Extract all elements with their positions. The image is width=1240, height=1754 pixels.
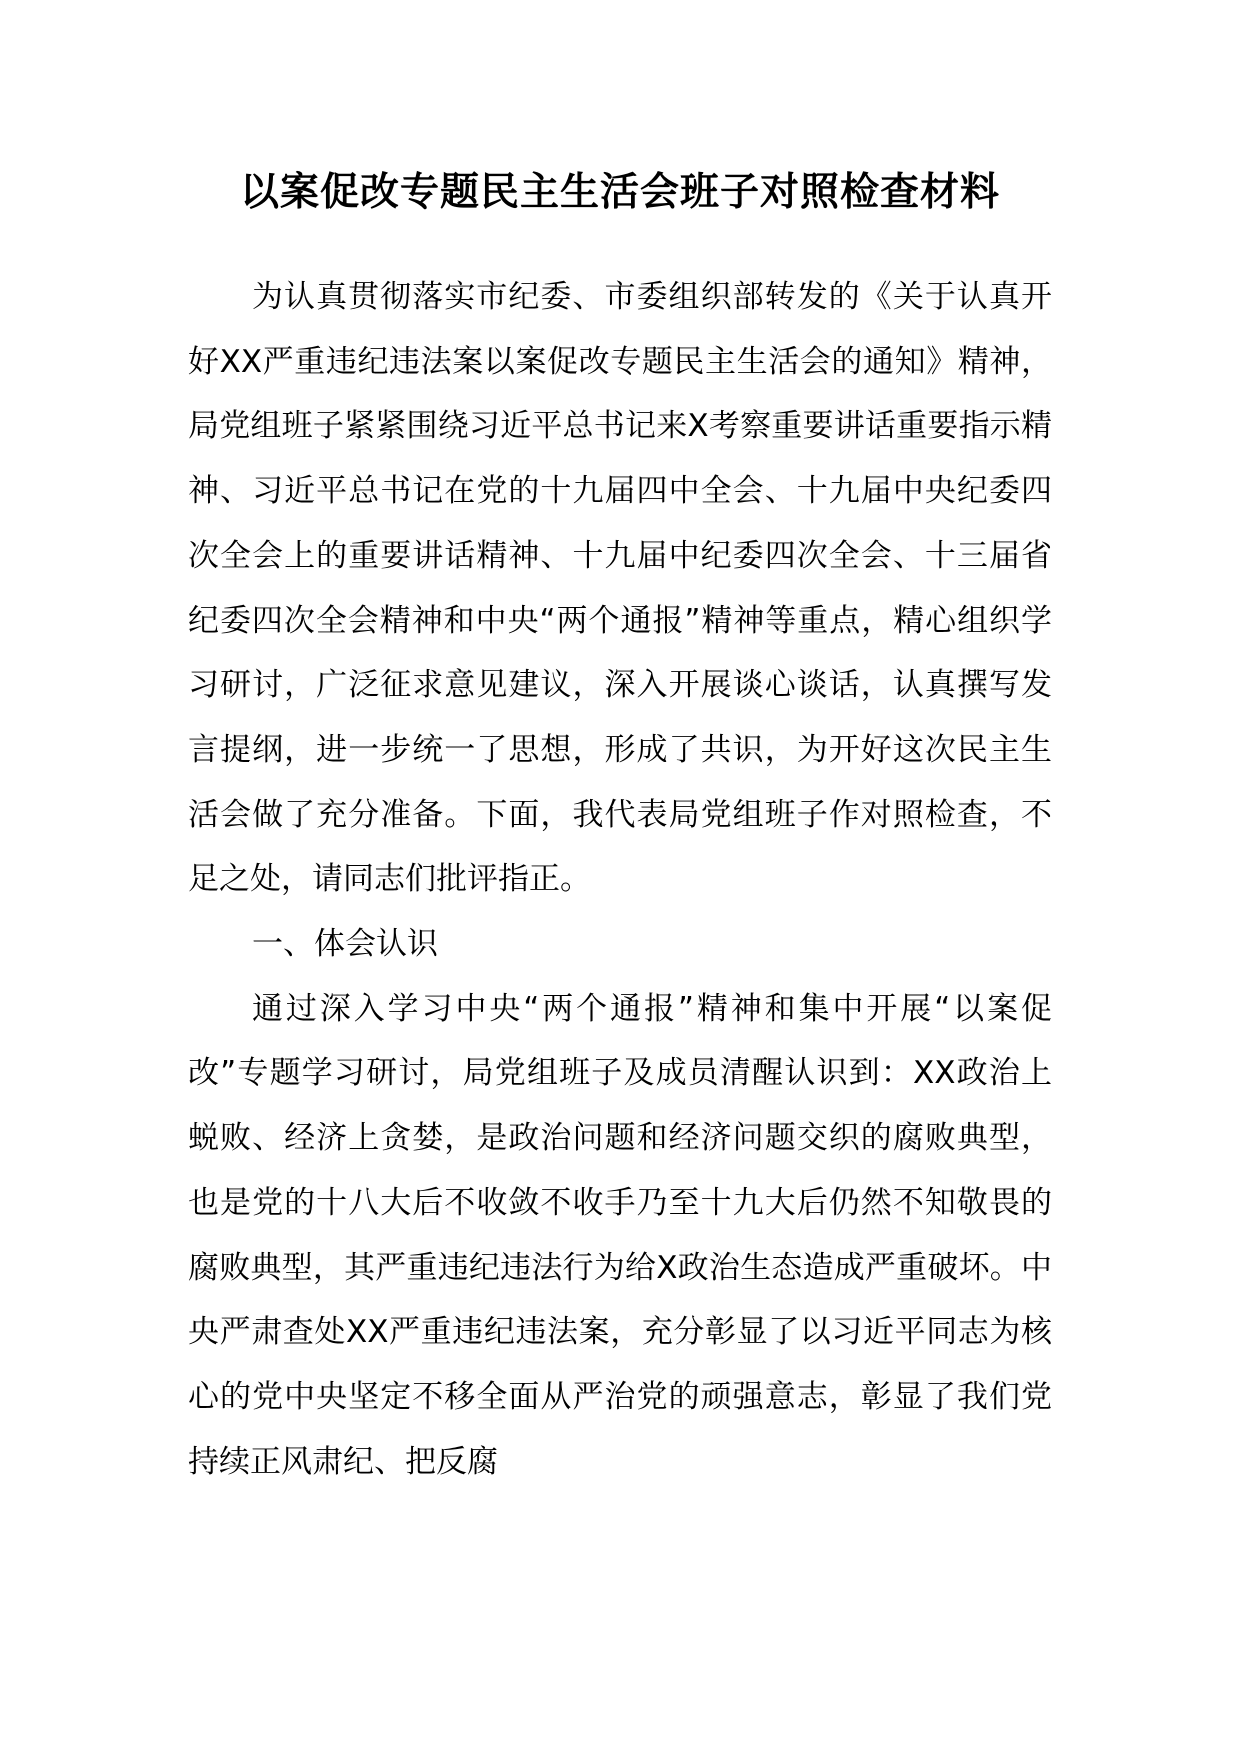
section-heading: 一、体会认识 [252, 926, 438, 963]
document-title: 以案促改专题民主生活会班子对照检查材料 [239, 170, 1000, 215]
intro-paragraph: 为认真贯彻落实市纪委、市委组织部转发的《关于认真开好XX严重违纪违法案以案促改专题民主生活会的通知》精神，局党组班子紧紧围绕习近平总书记来X考察重要讲话重要指示精神、习近平总书记在党的十九届四中全会、十九届中央纪委四次全会上的重要讲话精神、十九届中纪委四次全会、十三届省纪委四次全会精神和中央“两个通报”精神等重点，精心组织学习研讨，广泛征求意见建议，深入开展谈心谈话，认真撰写发言提纲，进一步统一了思想，形成了共识，为开好这次民主生活会做了充分准备。下面，我代表局党组班子作对照检查，不足之处，请同志们批评指正。 [188, 279, 1052, 898]
document-body [188, 265, 1052, 1494]
section-paragraph: 通过深入学习中央“两个通报”精神和集中开展“以案促改”专题学习研讨，局党组班子及成员清醒认识到：XX政治上蜕败、经济上贪婪，是政治问题和经济问题交织的腐败典型，也是党的十八大后不收敛不收手乃至十九大后仍然不知敬畏的腐败典型，其严重违纪违法行为给X政治生态造成严重破坏。中央严肃查处XX严重违纪违法案，充分彰显了以习近平同志为核心的党中央坚定不移全面从严治党的顽强意志，彰显了我们党持续正风肃纪、把反腐 [188, 990, 1052, 1480]
